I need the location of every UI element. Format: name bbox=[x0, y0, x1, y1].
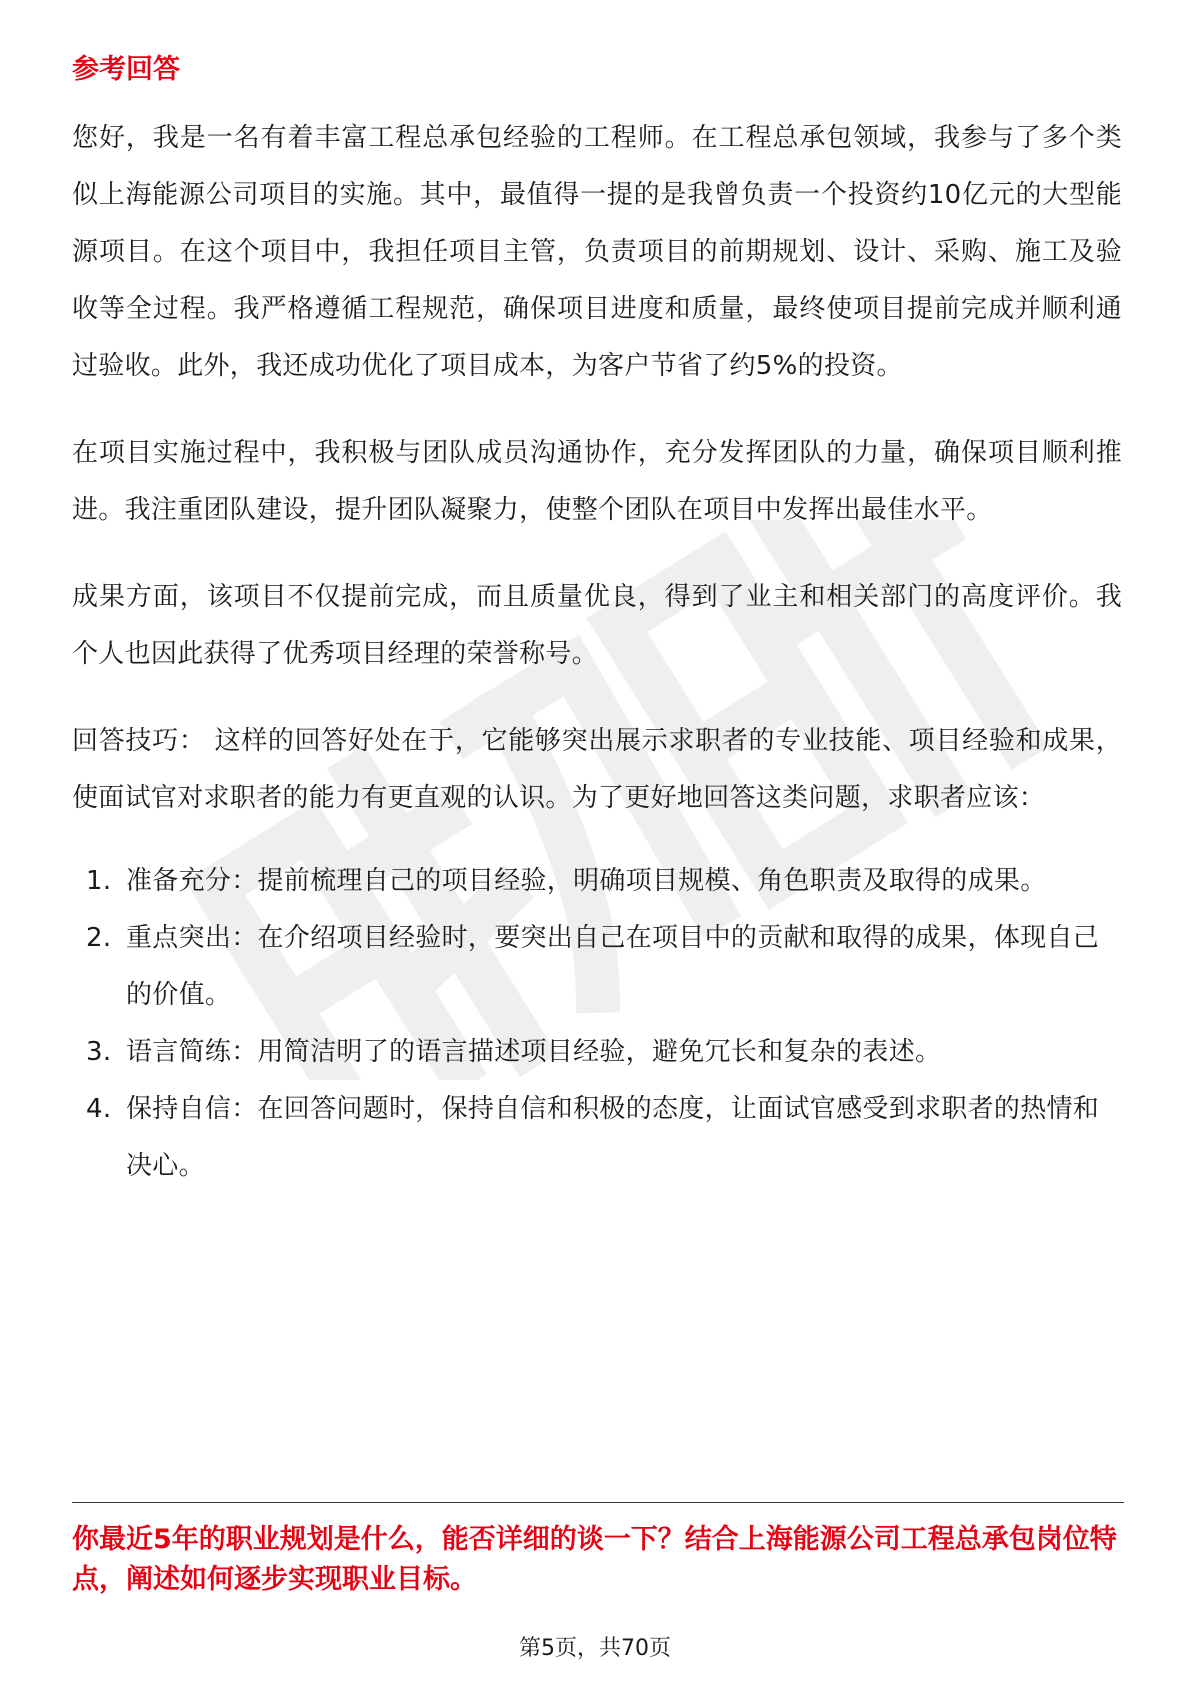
list-item-number: 4. bbox=[86, 1094, 112, 1124]
list-item-text: 重点突出：在介绍项目经验时，要突出自己在项目中的贡献和取得的成果，体现自己的价值。 bbox=[126, 923, 1100, 1010]
list-item bbox=[72, 1024, 1122, 1081]
list-item bbox=[72, 1081, 1122, 1195]
tips-list bbox=[72, 853, 1122, 1195]
list-item-number: 3. bbox=[86, 1037, 112, 1067]
answer-paragraph-2: 在项目实施过程中，我积极与团队成员沟通协作，充分发挥团队的力量，确保项目顺利推进。我注重团队建设，提升团队凝聚力，使整个团队在项目中发挥出最佳水平。 bbox=[72, 438, 1122, 525]
list-item-text: 保持自信：在回答问题时，保持自信和积极的态度，让面试官感受到求职者的热情和决心。 bbox=[126, 1094, 1100, 1181]
list-item-number: 1. bbox=[86, 866, 112, 896]
list-item bbox=[72, 853, 1122, 910]
list-item-text: 语言简练：用简洁明了的语言描述项目经验，避免冗长和复杂的表述。 bbox=[126, 1037, 942, 1067]
section-divider bbox=[72, 1502, 1124, 1503]
tips-intro: 回答技巧： 这样的回答好处在于，它能够突出展示求职者的专业技能、项目经验和成果，使面试官对求职者的能力有更直观的认识。为了更好地回答这类问题，求职者应该： bbox=[72, 726, 1122, 813]
answer-paragraph-1: 您好，我是一名有着丰富工程总承包经验的工程师。在工程总承包领域，我参与了多个类似上海能源公司项目的实施。其中，最值得一提的是我曾负责一个投资约10亿元的大型能源项目。在这个项目中，我担任项目主管，负责项目的前期规划、设计、采购、施工及验收等全过程。我严格遵循工程规范，确保项目进度和质量，最终使项目提前完成并顺利通过验收。此外，我还成功优化了项目成本，为客户节省了约5%的投资。 bbox=[72, 123, 1122, 381]
list-item-text: 准备充分：提前梳理自己的项目经验，明确项目规模、角色职责及取得的成果。 bbox=[126, 866, 1047, 896]
answer-paragraph-3: 成果方面，该项目不仅提前完成，而且质量优良，得到了业主和相关部门的高度评价。我个人也因此获得了优秀项目经理的荣誉称号。 bbox=[72, 582, 1122, 669]
section-title: 参考回答 bbox=[72, 54, 180, 85]
list-item bbox=[72, 910, 1122, 1024]
page-number: 第5页，共70页 bbox=[519, 1636, 671, 1661]
next-question-title: 你最近5年的职业规划是什么，能否详细的谈一下？结合上海能源公司工程总承包岗位特点，阐述如何逐步实现职业目标。 bbox=[72, 1524, 1117, 1595]
list-item-number: 2. bbox=[86, 923, 112, 953]
document-body bbox=[72, 50, 1122, 1195]
